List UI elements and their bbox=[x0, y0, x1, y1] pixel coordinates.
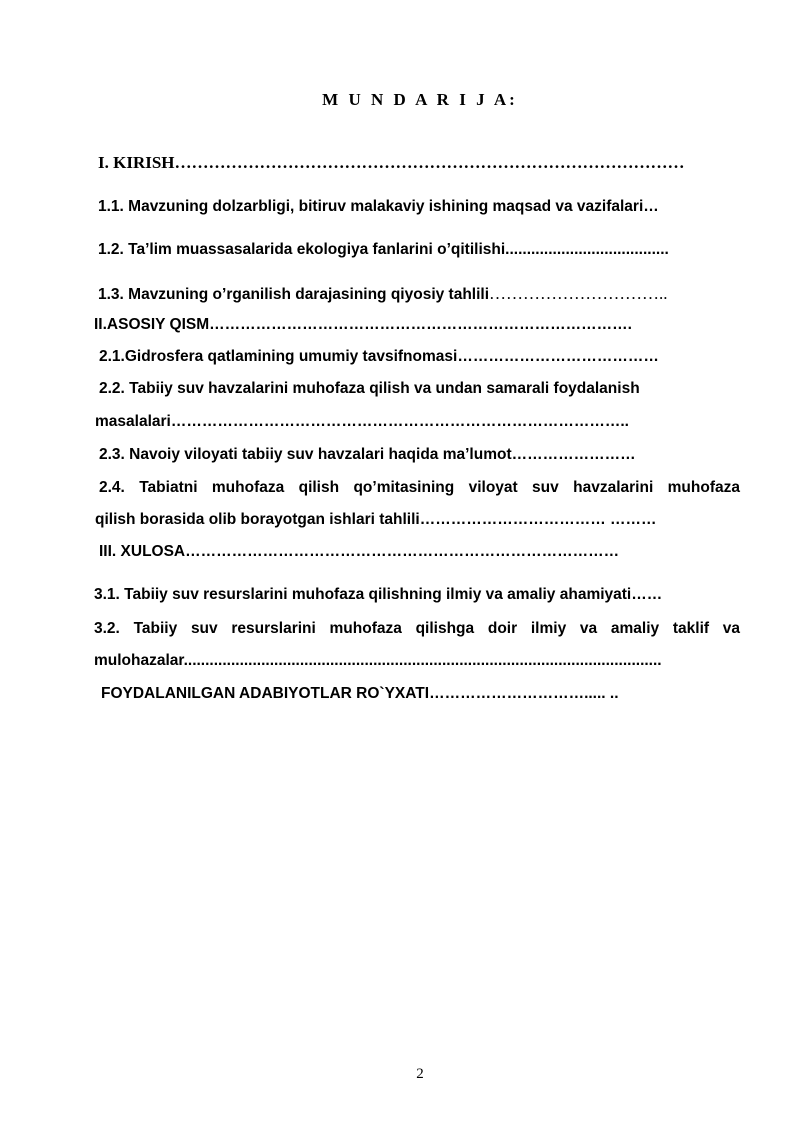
toc-item-1-3-text: 1.3. Mavzuning o’rganilish darajasining qiyosiy tahlili bbox=[98, 286, 490, 303]
toc-item-asosiy-qism: II.ASOSIY QISM………………………………………………………………………. bbox=[94, 316, 632, 333]
toc-item-2-2-line1: 2.2. Tabiiy suv havzalarini muhofaza qilish va undan samarali foydalanish bbox=[99, 380, 640, 397]
toc-item-adabiyotlar: FOYDALANILGAN ADABIYOTLAR RO`YXATI…………………………..... .. bbox=[101, 685, 619, 702]
toc-item-1-3 bbox=[98, 283, 668, 306]
page-number: 2 bbox=[416, 1066, 424, 1082]
toc-item-1-3-dots: ………………………….. bbox=[489, 284, 668, 303]
toc-item-2-4-line1: 2.4. Tabiatni muhofaza qilish qo’mitasining viloyat suv havzalarini muhofaza bbox=[99, 479, 740, 496]
toc-item-1-2: 1.2. Ta’lim muassasalarida ekologiya fanlarini o’qitilishi...................................... bbox=[98, 241, 669, 258]
toc-item-1-1: 1.1. Mavzuning dolzarbligi, bitiruv malakaviy ishining maqsad va vazifalari… bbox=[98, 198, 659, 215]
toc-item-2-4-line2: qilish borasida olib borayotgan ishlari tahlili……………………………… ……… bbox=[95, 511, 657, 528]
toc-item-3-2-line1: 3.2. Tabiiy suv resurslarini muhofaza qilishga doir ilmiy va amaliy taklif va bbox=[94, 620, 740, 637]
toc-item-2-2-line2: masalalari…………………………………………………………………………….. bbox=[95, 413, 629, 430]
toc-item-kirish: I. KIRISH……………………………………………………………………………… bbox=[98, 153, 685, 172]
page-title: M U N D A R I J A: bbox=[322, 90, 518, 109]
toc-item-2-1: 2.1.Gidrosfera qatlamining umumiy tavsifnomasi………………………………… bbox=[99, 348, 659, 365]
toc-item-3-2-line2: mulohazalar............................................................................................................... bbox=[94, 652, 662, 669]
toc-item-2-3: 2.3. Navoiy viloyati tabiiy suv havzalari haqida ma’lumot…………………… bbox=[99, 446, 636, 463]
toc-item-xulosa: III. XULOSA………………………………………………………………………… bbox=[99, 543, 620, 560]
toc-item-3-1: 3.1. Tabiiy suv resurslarini muhofaza qilishning ilmiy va amaliy ahamiyati…… bbox=[94, 586, 663, 603]
